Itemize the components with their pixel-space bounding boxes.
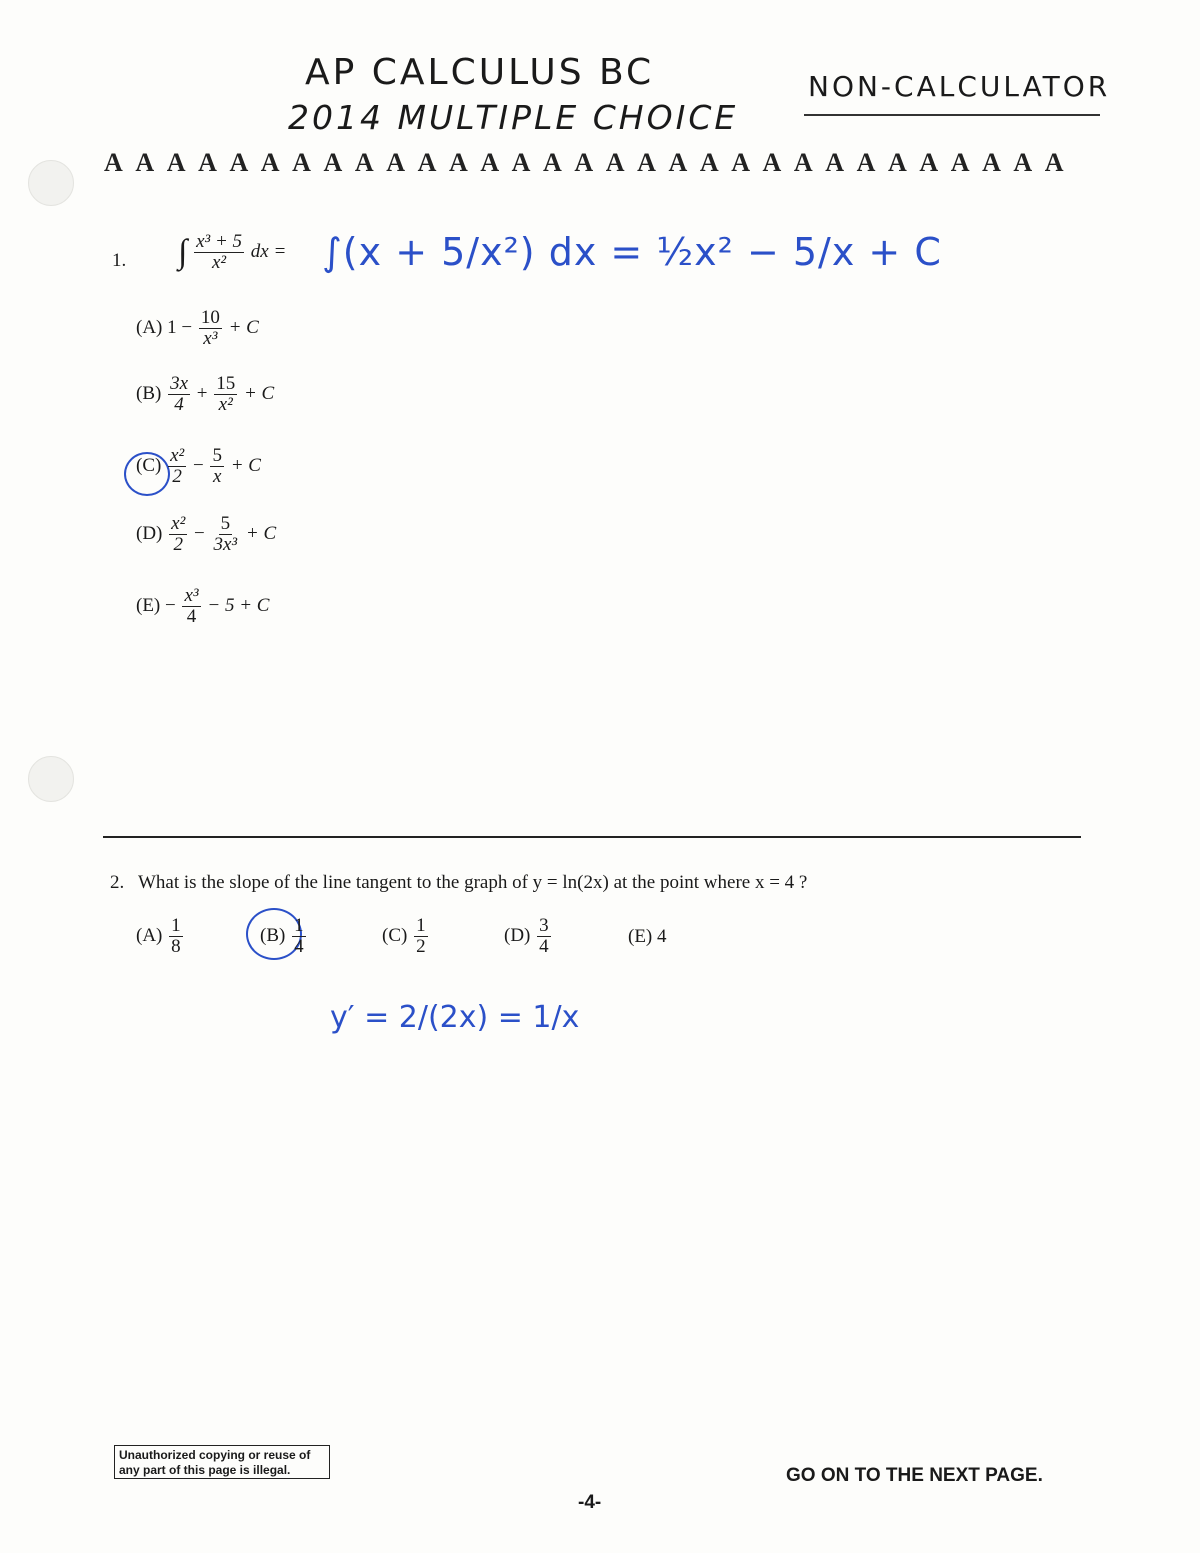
section-letter: A	[605, 148, 625, 177]
section-letter: A	[982, 148, 1001, 177]
q1-number: 1.	[112, 250, 127, 271]
section-letter: A	[762, 148, 782, 177]
section-letter: A	[166, 148, 186, 177]
section-letter: A	[699, 148, 719, 177]
section-letter: A	[637, 148, 656, 177]
q2-choice-a[interactable]: (A) $\frac{1}{8}$	[136, 915, 181, 957]
q2-number: 2.	[110, 872, 125, 893]
title-line-2: 2014 MULTIPLE CHOICE	[288, 98, 739, 137]
section-letter: A	[198, 148, 217, 177]
q2-question: What is the slope of the line tangent to the graph of y = ln(2x) at the point where x = 4 ?	[138, 872, 808, 893]
page-number: -4-	[578, 1492, 602, 1513]
section-letter: A	[856, 148, 876, 177]
q1-prompt	[178, 232, 286, 273]
q1-choice-c[interactable]: (C) $\frac{\text{x²}}{2}$ − $\frac{5}{x}$ + C	[136, 445, 261, 487]
q1-integrand: $\frac{\text{x³ + 5}}{\text{x²}}$	[196, 231, 243, 273]
section-letter: A	[511, 148, 531, 177]
section-letter: A	[731, 148, 750, 177]
section-a-banner	[104, 148, 1064, 178]
q1-dx: dx =	[250, 240, 287, 262]
section-letter: A	[825, 148, 845, 177]
calculator-note-underline	[804, 114, 1100, 116]
section-letter: A	[229, 148, 249, 177]
section-letter: A	[480, 148, 500, 177]
q2-choice-e[interactable]: (E) 4	[628, 926, 667, 947]
section-letter: A	[323, 148, 343, 177]
section-letter: A	[386, 148, 406, 177]
q2-choice-c[interactable]: (C) $\frac{1}{2}$	[382, 915, 426, 957]
section-letter: A	[354, 148, 374, 177]
go-on-notice: GO ON TO THE NEXT PAGE.	[786, 1465, 1043, 1486]
section-letter: A	[292, 148, 311, 177]
legal-notice: Unauthorized copying or reuse of any part of this page is illegal.	[114, 1445, 330, 1479]
section-letter: A	[260, 148, 280, 177]
calculator-note: NON-CALCULATOR	[808, 70, 1111, 103]
q2-choice-b[interactable]: (B) $\frac{1}{4}$	[260, 915, 304, 957]
section-letter: A	[135, 148, 155, 177]
q1-handwritten-work: ∫(x + 5/x²) dx = ½x² − 5/x + C	[322, 230, 942, 274]
binder-hole-middle	[28, 756, 74, 802]
q2-handwritten-work: y′ = 2/(2x) = 1/x	[330, 1000, 580, 1035]
section-letter: A	[448, 148, 468, 177]
section-letter: A	[1044, 148, 1064, 177]
integral-sign-icon: ∫	[178, 233, 188, 271]
section-letter: A	[417, 148, 437, 177]
section-letter: A	[887, 148, 907, 177]
section-letter: A	[919, 148, 939, 177]
title-line-1: AP CALCULUS BC	[305, 52, 655, 93]
section-letter: A	[668, 148, 688, 177]
q2-choice-d[interactable]: (D) $\frac{3}{4}$	[504, 915, 549, 957]
section-letter: A	[574, 148, 594, 177]
section-letter: A	[793, 148, 813, 177]
section-letter: A	[104, 148, 123, 177]
section-letter: A	[1013, 148, 1033, 177]
q1-choice-a[interactable]: (A) 1 − $\frac{10}{\text{x³}}$ + C	[136, 307, 259, 349]
section-letter: A	[543, 148, 562, 177]
section-letter: A	[950, 148, 970, 177]
binder-hole-top	[28, 160, 74, 206]
q1-choice-e[interactable]: (E) − $\frac{\text{x³}}{4}$ − 5 + C	[136, 585, 270, 627]
q1-choice-b[interactable]: (B) $\frac{3x}{4}$ + $\frac{15}{\text{x²}}$ + C	[136, 373, 275, 415]
q1-choice-d[interactable]: (D) $\frac{\text{x²}}{2}$ − $\frac{5}{\text{3x³}}$ + C	[136, 513, 277, 555]
question-divider	[103, 836, 1081, 838]
